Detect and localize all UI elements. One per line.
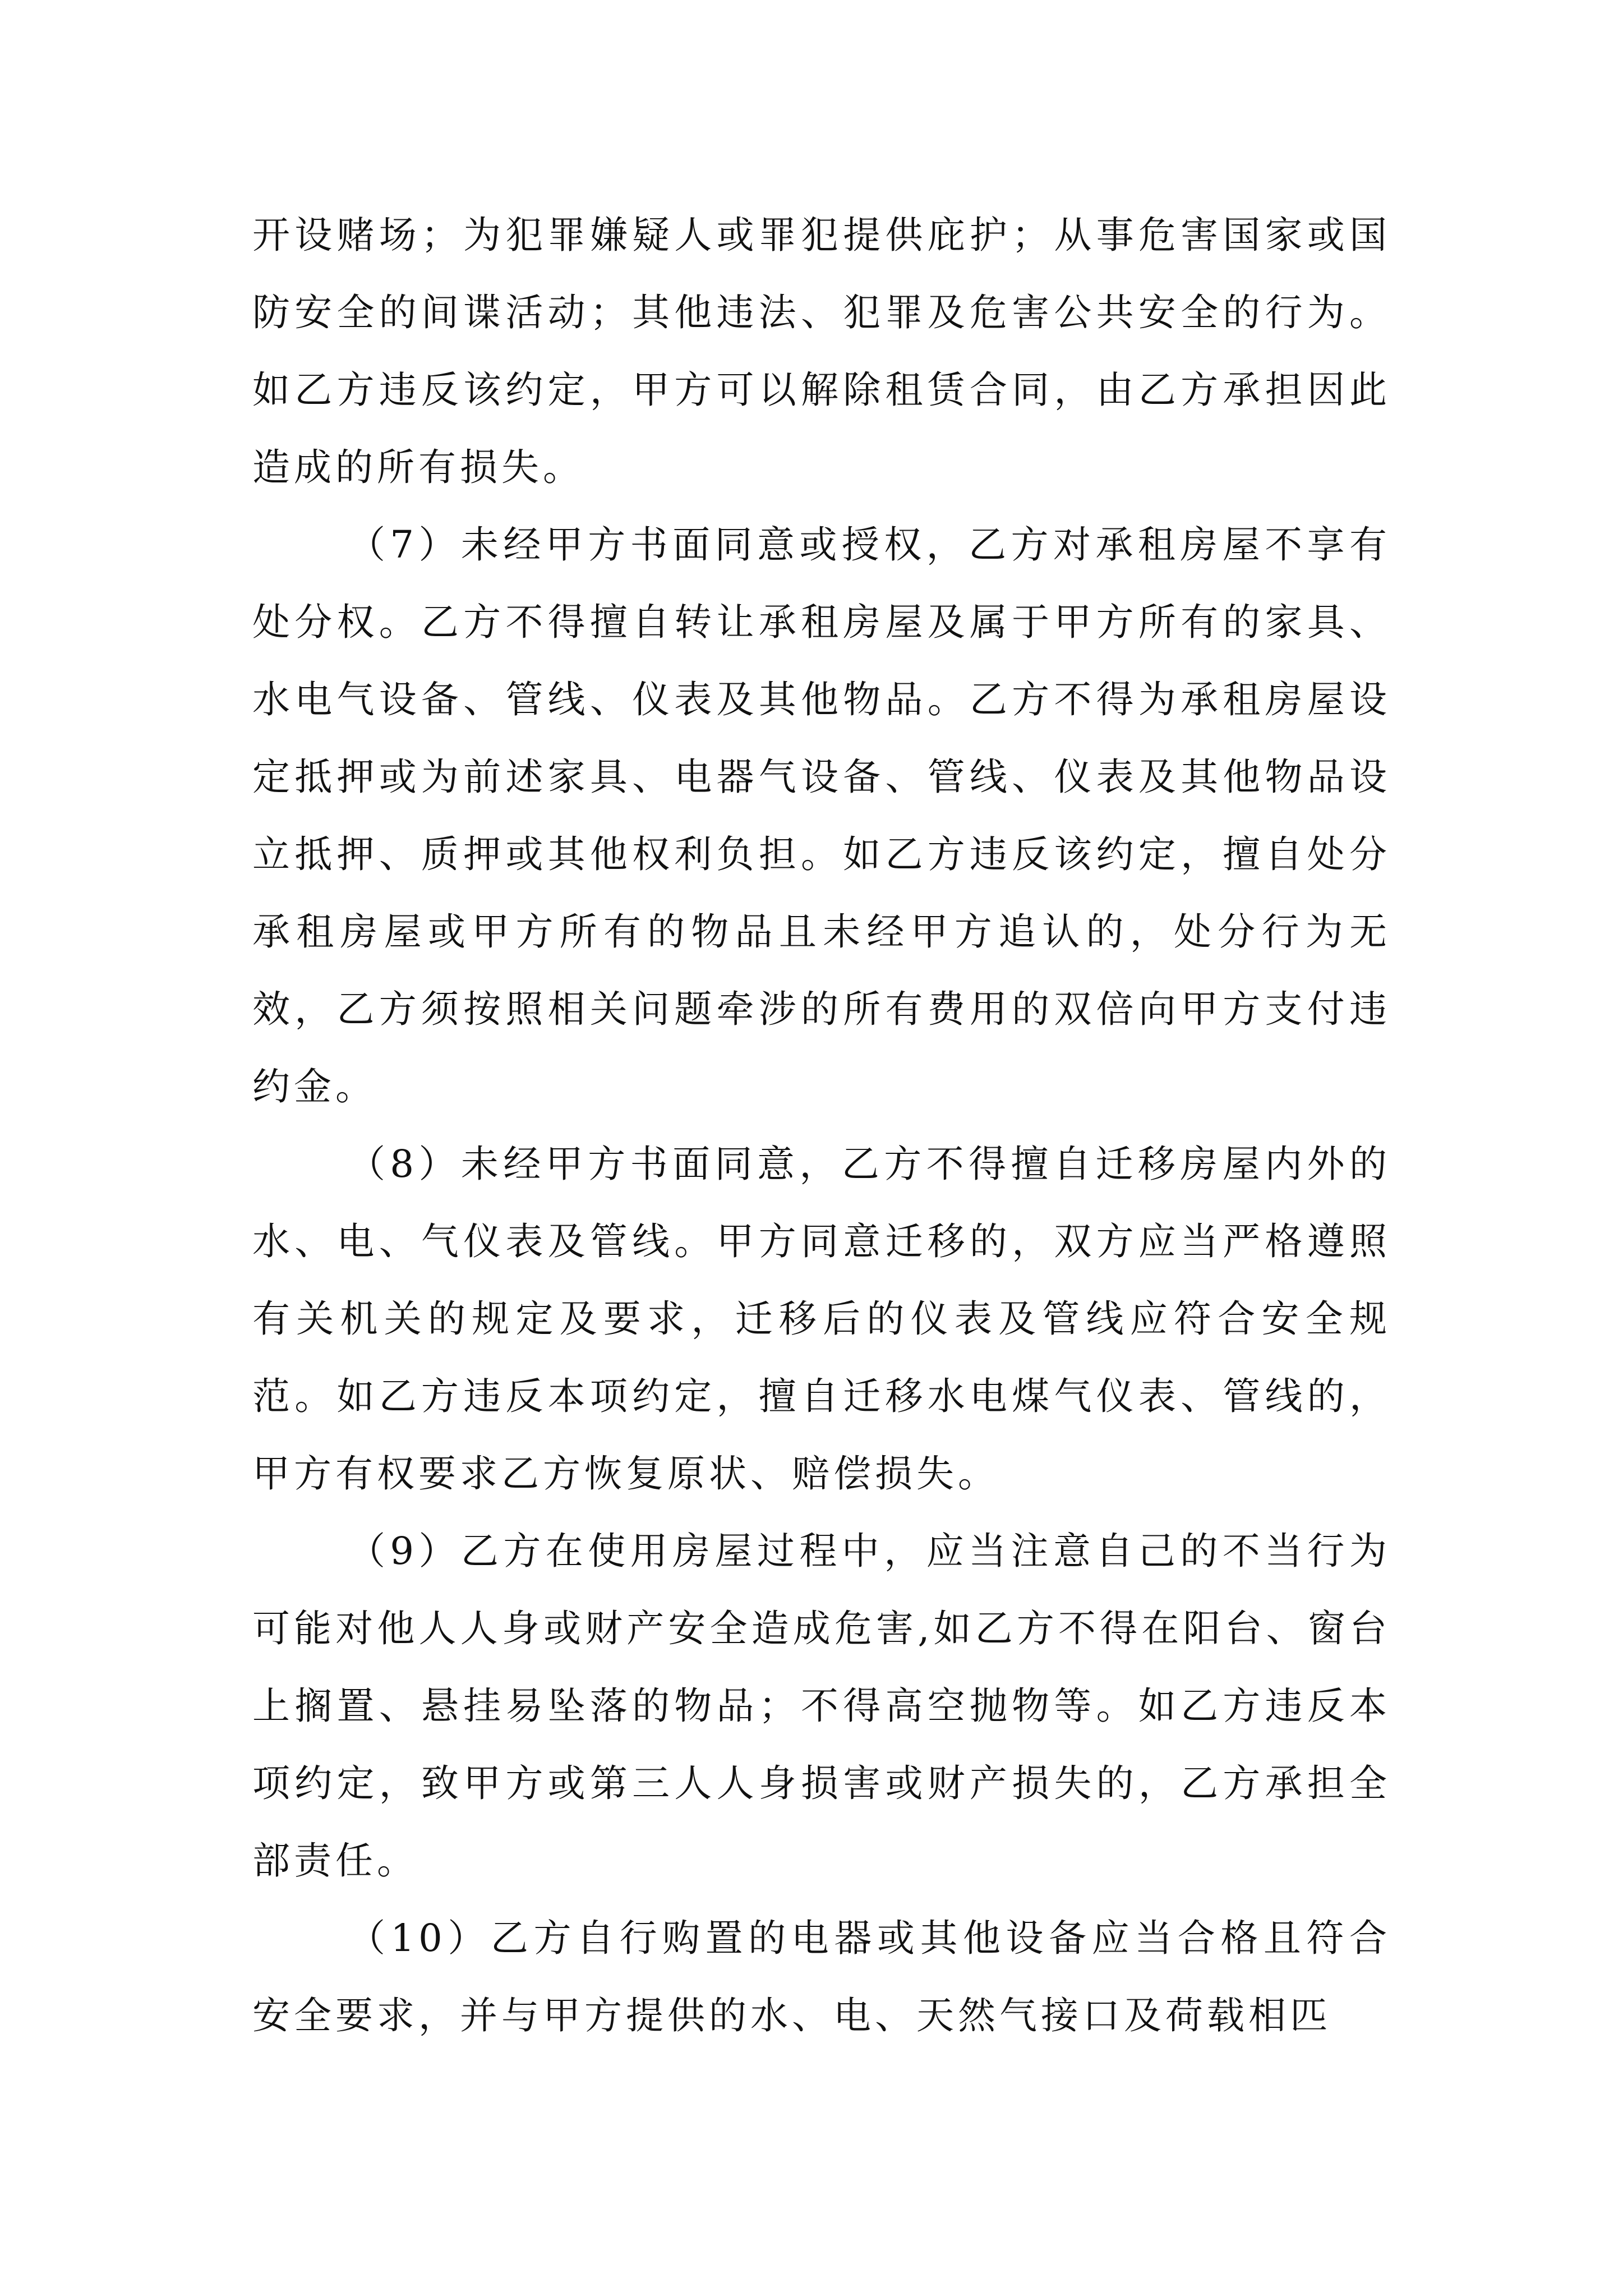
paragraph-clause-8: （8）未经甲方书面同意，乙方不得擅自迁移房屋内外的水、电、气仪表及管线。甲方同意迁移的，双方应当严格遵照有关机关的规定及要求，迁移后的仪表及管线应符合安全规范。如乙方违反本项约定，擅自迁移水电煤气仪表、管线的，甲方有权要求乙方恢复原状、赔偿损失。 [252,1142,1391,1496]
document-body [252,196,1391,2054]
paragraph-clause-9: （9）乙方在使用房屋过程中，应当注意自己的不当行为可能对他人人身或财产安全造成危害,如乙方不得在阳台、窗台上搁置、悬挂易坠落的物品；不得高空抛物等。如乙方违反本项约定，致甲方或第三人人身损害或财产损失的，乙方承担全部责任。 [252,1529,1391,1883]
paragraph-continuation: 开设赌场；为犯罪嫌疑人或罪犯提供庇护；从事危害国家或国防安全的间谍活动；其他违法、犯罪及危害公共安全的行为。如乙方违反该约定，甲方可以解除租赁合同，由乙方承担因此造成的所有损失。 [252,213,1391,489]
paragraph-clause-7: （7）未经甲方书面同意或授权，乙方对承租房屋不享有处分权。乙方不得擅自转让承租房屋及属于甲方所有的家具、水电气设备、管线、仪表及其他物品。乙方不得为承租房屋设定抵押或为前述家具、电器气设备、管线、仪表及其他物品设立抵押、质押或其他权利负担。如乙方违反该约定，擅自处分承租房屋或甲方所有的物品且未经甲方追认的，处分行为无效，乙方须按照相关问题牵涉的所有费用的双倍向甲方支付违约金。 [252,523,1391,1108]
paragraph-clause-10: （10）乙方自行购置的电器或其他设备应当合格且符合安全要求，并与甲方提供的水、电、天然气接口及荷载相匹 [252,1916,1391,2037]
